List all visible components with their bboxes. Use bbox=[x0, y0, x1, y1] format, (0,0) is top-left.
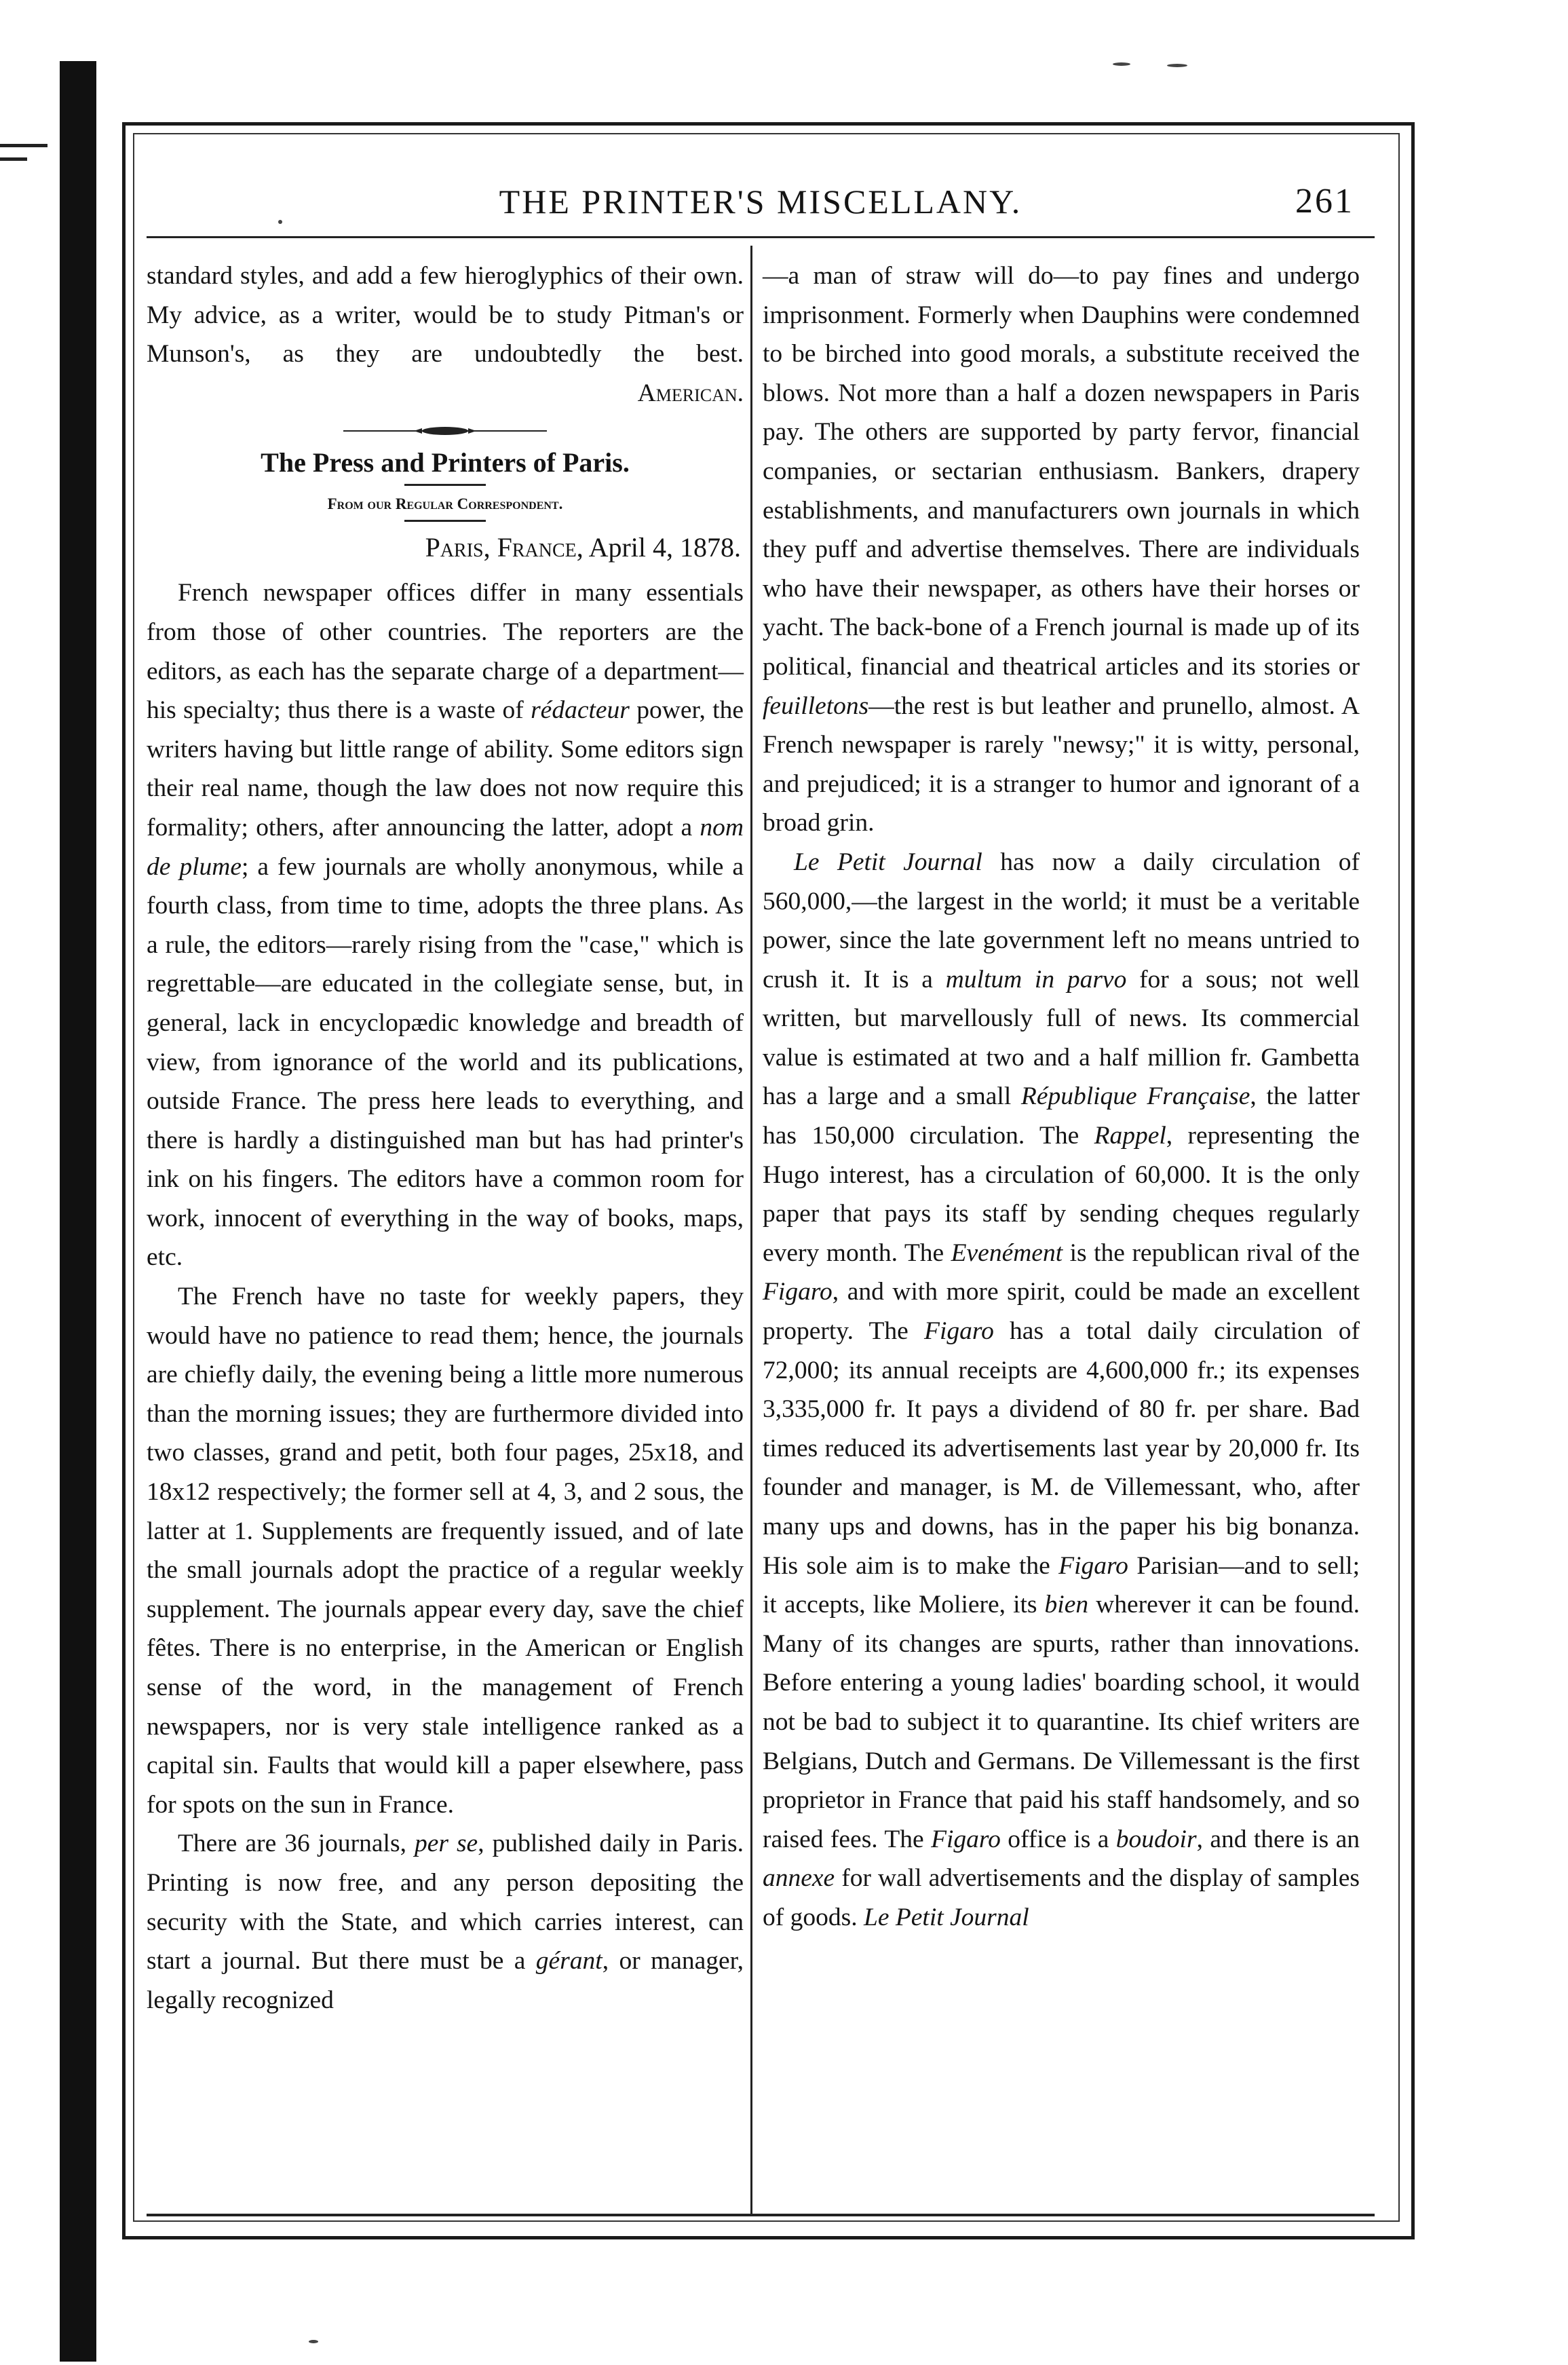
page-number: 261 bbox=[1295, 182, 1354, 221]
dateline-place: Paris, France, bbox=[425, 532, 584, 563]
scan-speck bbox=[1167, 64, 1187, 67]
dateline-date: April 4, 1878. bbox=[588, 532, 741, 563]
scan-speck bbox=[278, 220, 282, 224]
subtitle-rule bbox=[404, 520, 486, 522]
intro-paragraph-block bbox=[147, 257, 744, 413]
left-column bbox=[147, 257, 744, 2020]
header-rule bbox=[147, 236, 1375, 238]
edge-mark bbox=[0, 144, 47, 147]
right-column bbox=[763, 257, 1360, 1937]
binding-edge bbox=[60, 61, 96, 2362]
scan-speck bbox=[309, 2340, 318, 2343]
title-rule bbox=[404, 484, 486, 486]
ornamental-divider bbox=[343, 426, 547, 436]
running-title: THE PRINTER'S MISCELLANY. bbox=[499, 183, 1022, 221]
paragraph: French newspaper offices differ in many essentials from those of other countries. The reporters are the editors, as each has the separate charge of a department—his specialty; thus there is a waste of rédacteur power, the writers having but little range of ability. Some editors sign their real name, though the law does not now require this formality; others, after announcing the latter, adopt a nom de plume; a few journals are wholly anonymous, while a fourth class, from time to time, adopts the three plans. As a rule, the editors—rarely rising from the "case," which is regrettable—are educated in the collegiate sense, but, in general, lack in encyclopædic knowledge and breadth of view, from ignorance of the world and its publications, outside France. The press here leads to everything, and there is hardly a distinguished man but has had printer's ink on his fingers. The editors have a common room for work, innocent of everything in the way of books, maps, etc. bbox=[147, 579, 744, 1272]
scan-speck bbox=[1113, 62, 1130, 66]
paragraph: There are 36 journals, per se, published daily in Paris. Printing is now free, and any person depositing the security with the State, and which carries interest, can start a journal. But there must be a gérant, or manager, legally recognized bbox=[147, 1830, 744, 2014]
author-signature: American. bbox=[637, 379, 744, 407]
bottom-rule bbox=[147, 2214, 1375, 2216]
article-title: The Press and Printers of Paris. bbox=[261, 447, 630, 478]
column-rule bbox=[750, 246, 752, 2214]
paragraph: The French have no taste for weekly papers, they would have no patience to read them; hence, the journals are chiefly daily, the evening being a little more numerous than the morning issues; they are furthermore divided into two classes, grand and petit, both four pages, 25x18, and 18x12 respectively; the former sell at 4, 3, and 2 sous, the latter at 1. Supplements are frequently issued, and of late the small journals adopt the practice of a regular weekly supplement. The journals appear every day, save the chief fêtes. There is no enterprise, in the American or English sense of the word, in the management of French newspapers, nor is very stale intelligence ranked as a capital sin. Faults that would kill a paper elsewhere, pass for spots on the sun in France. bbox=[147, 1283, 744, 1819]
running-header bbox=[147, 178, 1375, 225]
paragraph: —a man of straw will do—to pay fines and undergo imprisonment. Formerly when Dauphins were condemned to be birched into good morals, a substitute received the blows. Not more than a half a dozen newspapers in Paris pay. The others are supported by party fervor, financial companies, or sectarian enthusiasm. Bankers, drapery establishments, and manufacturers own journals in which they puff and advertise themselves. There are individuals who have their newspaper, as others have their horses or yacht. The back-bone of a French journal is made up of its political, financial and theatrical articles and its stories or feuilletons—the rest is but leather and prunello, almost. A French newspaper is rarely "newsy;" it is witty, personal, and prejudiced; it is a stranger to humor and ignorant of a broad grin. bbox=[763, 262, 1360, 837]
article-subtitle: From our Regular Correspondent. bbox=[327, 495, 563, 513]
paragraph: Le Petit Journal has now a daily circulation of 560,000,—the largest in the world; it must be a veritable power, since the late government left no means untried to crush it. It is a multum in parvo for a sous; not well written, but marvellously full of news. Its commercial value is estimated at two and a half million fr. Gambetta has a large and a small République Française, the latter has 150,000 circulation. The Rappel, representing the Hugo interest, has a circulation of 60,000. It is the only paper that pays its staff by sending cheques regularly every month. The Evenément is the republican rival of the Figaro, and with more spirit, could be made an excellent property. The Figaro has a total daily circulation of 72,000; its annual receipts are 4,600,000 fr.; its expenses 3,335,000 fr. It pays a dividend of 80 fr. per share. Bad times reduced its advertisements last year by 20,000 fr. Its founder and manager, is M. de Villemessant, who, after many ups and downs, has in the paper his big bonanza. His sole aim is to make the Figaro Parisian—and to sell; it accepts, like Moliere, its bien wherever it can be found. Many of its changes are spurts, rather than innovations. Before entering a young ladies' boarding school, it would not be bad to subject it to quarantine. Its chief writers are Belgians, Dutch and Germans. De Villemessant is the first proprietor in France that paid his staff handsomely, and so raised fees. The Figaro office is a boudoir, and there is an annexe for wall advertisements and the display of samples of goods. Le Petit Journal bbox=[763, 848, 1360, 1931]
edge-mark bbox=[0, 157, 27, 161]
intro-text: standard styles, and add a few hieroglyphics of their own. My advice, as a writer, would be to study Pitman's or Munson's, as they are undoubtedly the best. bbox=[147, 262, 744, 368]
dateline bbox=[147, 527, 741, 568]
